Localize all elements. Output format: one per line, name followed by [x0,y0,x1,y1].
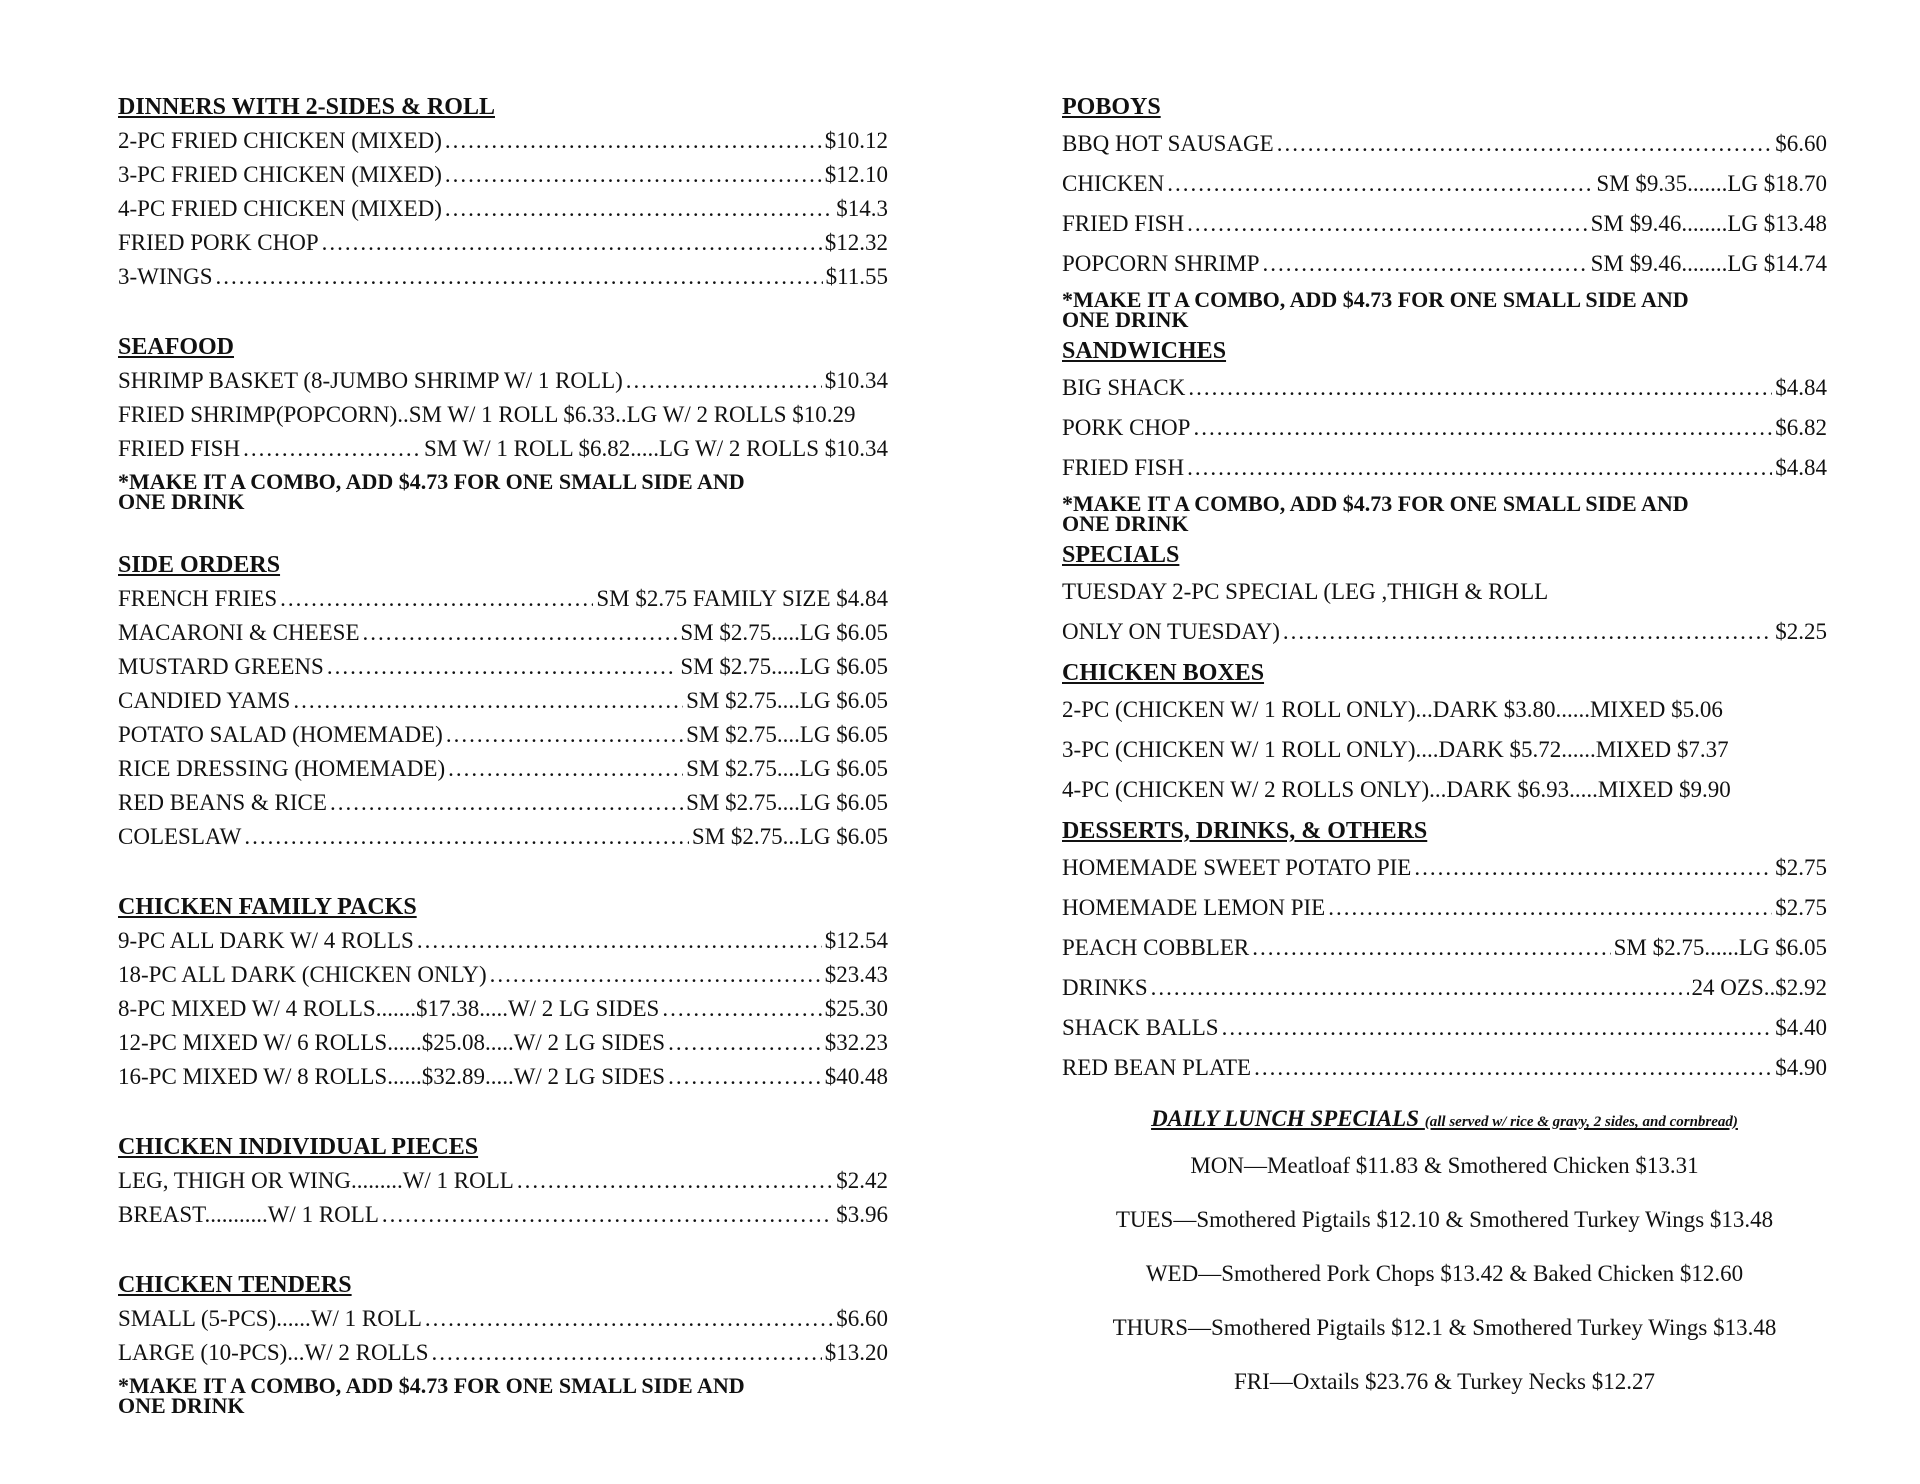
dot-leader [445,158,822,192]
item-label: BIG SHACK [1062,375,1186,400]
item-label: PEACH COBBLER [1062,935,1250,960]
item-label: DRINKS [1062,975,1148,1000]
dot-leader [1277,124,1773,164]
menu-item [118,718,888,752]
item-price: $12.10 [824,162,888,187]
section-heading: SPECIALS [1062,542,1180,568]
dot-leader [1328,888,1772,928]
menu-text-line: TUESDAY 2-PC SPECIAL (LEG ,THIGH & ROLL [1062,579,1549,604]
dot-leader [382,1198,833,1232]
dot-leader [363,616,678,650]
menu-item [1062,124,1827,164]
lunch-subtitle: (all served w/ rice & gravy, 2 sides, and cornbread) [1424,1114,1738,1130]
item-price: $13.20 [824,1340,888,1365]
section-heading: POBOYS [1062,94,1161,120]
item-price: $10.34 [824,368,888,393]
item-label: FRIED FISH [1062,211,1185,236]
item-label: LEG, THIGH OR WING.........W/ 1 ROLL [118,1168,514,1193]
dot-leader [432,1336,822,1370]
menu-section [118,1132,888,1232]
combo-note [118,1373,888,1418]
item-label: MUSTARD GREENS [118,654,324,679]
menu-item [118,398,888,432]
dot-leader [1187,448,1772,488]
item-label: RICE DRESSING (HOMEMADE) [118,756,446,781]
dot-leader [446,718,683,752]
item-label: ONLY ON TUESDAY) [1062,619,1280,644]
menu-item [118,786,888,820]
item-price: $4.84 [1775,455,1827,480]
menu-item [1062,968,1827,1008]
item-price: SM $2.75....LG $6.05 [686,722,888,747]
item-label: POPCORN SHRIMP [1062,251,1260,276]
menu-section [118,892,888,1094]
menu-item [118,1198,888,1232]
item-price: 24 OZS..$2.92 [1691,975,1827,1000]
combo-note-line: ONE DRINK [1062,511,1189,536]
menu-item [1062,408,1827,448]
item-price: $12.32 [824,230,888,255]
menu-item [118,158,888,192]
item-price: SM W/ 1 ROLL $6.82.....LG W/ 2 ROLLS $10.34 [423,436,888,461]
item-label: FRENCH FRIES [118,586,278,611]
combo-note [118,469,888,514]
menu-item [118,650,888,684]
item-label: 2-PC (CHICKEN W/ 1 ROLL ONLY)...DARK $3.80......MIXED $5.06 [1062,697,1723,722]
item-label: RED BEANS & RICE [118,790,327,815]
daily-lunch-specials [1062,1102,1827,1409]
menu-item [118,992,888,1026]
item-label: SMALL (5-PCS)......W/ 1 ROLL [118,1306,422,1331]
menu-item [118,820,888,854]
section-heading: CHICKEN INDIVIDUAL PIECES [118,1134,479,1160]
item-price: SM $9.35.......LG $18.70 [1596,171,1827,196]
item-label: SHRIMP BASKET (8-JUMBO SHRIMP W/ 1 ROLL) [118,368,623,393]
section-heading: SIDE ORDERS [118,552,281,578]
menu-item [118,582,888,616]
dot-leader [327,650,678,684]
menu-item [118,124,888,158]
section-gap [118,294,888,332]
dot-leader [1167,164,1593,204]
combo-note-line: *MAKE IT A COMBO, ADD $4.73 FOR ONE SMALL SIDE AND [1062,491,1689,516]
menu-item [118,1026,888,1060]
item-label: 3-PC (CHICKEN W/ 1 ROLL ONLY)....DARK $5.72......MIXED $7.37 [1062,737,1729,762]
menu-item [1062,164,1827,204]
menu-item [118,192,888,226]
item-label: SHACK BALLS [1062,1015,1219,1040]
lunch-line-mon: MON—Meatloaf $11.83 & Smothered Chicken $13.31 [1190,1153,1699,1178]
menu-item [118,364,888,398]
dot-leader [322,226,822,260]
dot-leader [490,958,822,992]
menu-item [118,1302,888,1336]
section-gap [118,512,888,550]
section-gap [118,1094,888,1132]
item-price: $4.90 [1775,1055,1827,1080]
item-label: LARGE (10-PCS)...W/ 2 ROLLS [118,1340,429,1365]
dot-leader [445,192,833,226]
menu-item [1062,730,1827,770]
combo-note-line: ONE DRINK [1062,307,1189,332]
menu-item [118,1060,888,1094]
section-heading: CHICKEN BOXES [1062,660,1265,686]
menu-section [1062,658,1827,810]
item-label: 4-PC FRIED CHICKEN (MIXED) [118,196,442,221]
menu-item [1062,848,1827,888]
item-price: $14.3 [836,196,888,221]
menu-section [1062,816,1827,1088]
item-price: $40.48 [824,1064,888,1089]
combo-note [1062,491,1827,536]
item-label: MACARONI & CHEESE [118,620,360,645]
menu-item [1062,888,1827,928]
item-label: BBQ HOT SAUSAGE [1062,131,1274,156]
dot-leader [280,582,593,616]
item-label: CHICKEN [1062,171,1165,196]
item-price: SM $2.75....LG $6.05 [686,790,888,815]
item-price: $25.30 [824,996,888,1021]
dot-leader [1263,244,1588,284]
dot-leader [417,924,822,958]
item-price: SM $2.75.....LG $6.05 [680,620,888,645]
menu-item [118,1164,888,1198]
item-price: $3.96 [836,1202,888,1227]
menu-left-column [118,92,888,1416]
menu-item [1062,1008,1827,1048]
item-price: SM $2.75...LG $6.05 [691,824,888,849]
item-label: 2-PC FRIED CHICKEN (MIXED) [118,128,442,153]
item-price: SM $2.75....LG $6.05 [686,756,888,781]
lunch-title: DAILY LUNCH SPECIALS [1151,1106,1420,1131]
menu-section [118,332,888,512]
menu-right-column [1062,92,1827,1409]
item-price: $12.54 [824,928,888,953]
dot-leader [1283,612,1772,652]
item-price: $6.60 [1775,131,1827,156]
section-heading: SANDWICHES [1062,338,1227,364]
item-label: BREAST...........W/ 1 ROLL [118,1202,379,1227]
dot-leader [626,364,822,398]
menu-item [1062,690,1827,730]
item-price: $10.12 [824,128,888,153]
dot-leader [330,786,683,820]
lunch-line-fri: FRI—Oxtails $23.76 & Turkey Necks $12.27 [1233,1369,1656,1394]
item-price: $4.40 [1775,1015,1827,1040]
menu-item [118,432,888,466]
item-label: 18-PC ALL DARK (CHICKEN ONLY) [118,962,487,987]
dot-leader [1222,1008,1773,1048]
item-price: $6.82 [1775,415,1827,440]
dot-leader [216,260,823,294]
item-label: 8-PC MIXED W/ 4 ROLLS.......$17.38.....W/ 2 LG SIDES [118,996,660,1021]
item-price: SM $9.46........LG $14.74 [1590,251,1827,276]
item-label: 16-PC MIXED W/ 8 ROLLS......$32.89.....W/ 2 LG SIDES [118,1064,666,1089]
dot-leader [517,1164,833,1198]
item-label: FRIED FISH [118,436,241,461]
item-label: 4-PC (CHICKEN W/ 2 ROLLS ONLY)...DARK $6.93.....MIXED $9.90 [1062,777,1731,802]
menu-section [1062,540,1827,652]
section-gap [118,1232,888,1270]
item-label: 12-PC MIXED W/ 6 ROLLS......$25.08.....W/ 2 LG SIDES [118,1030,666,1055]
dot-leader [243,432,421,466]
item-price: SM $2.75 FAMILY SIZE $4.84 [596,586,888,611]
item-price: $32.23 [824,1030,888,1055]
right-sections [1062,92,1827,1088]
menu-item [118,684,888,718]
dot-leader [1254,1048,1772,1088]
menu-item [118,752,888,786]
item-label: 3-WINGS [118,264,213,289]
menu-item [118,616,888,650]
menu-section [118,1270,888,1416]
item-label: FRIED SHRIMP(POPCORN)..SM W/ 1 ROLL $6.33..LG W/ 2 ROLLS $10.29 [118,402,856,427]
dot-leader [668,1026,822,1060]
dot-leader [293,684,683,718]
dot-leader [1252,928,1610,968]
lunch-line-wed: WED—Smothered Pork Chops $13.42 & Baked Chicken $12.60 [1145,1261,1744,1286]
menu-item [1062,1048,1827,1088]
dot-leader [662,992,821,1026]
item-label: FRIED FISH [1062,455,1185,480]
dot-leader [1193,408,1772,448]
dot-leader [668,1060,822,1094]
item-label: HOMEMADE SWEET POTATO PIE [1062,855,1412,880]
menu-item [1062,204,1827,244]
section-gap [118,854,888,892]
section-heading: CHICKEN TENDERS [118,1272,352,1298]
menu-section [118,92,888,294]
menu-item [1062,612,1827,652]
section-heading: SEAFOOD [118,334,235,360]
item-label: POTATO SALAD (HOMEMADE) [118,722,443,747]
menu-item [118,958,888,992]
item-label: PORK CHOP [1062,415,1191,440]
dot-leader [1414,848,1772,888]
item-price: SM $9.46........LG $13.48 [1590,211,1827,236]
item-price: $2.75 [1775,855,1827,880]
item-label: 9-PC ALL DARK W/ 4 ROLLS [118,928,414,953]
combo-note-line: ONE DRINK [118,489,245,514]
lunch-line-thurs: THURS—Smothered Pigtails $12.1 & Smothered Turkey Wings $13.48 [1112,1315,1777,1340]
dot-leader [1188,368,1772,408]
item-price: SM $2.75......LG $6.05 [1613,935,1827,960]
dot-leader [425,1302,833,1336]
section-heading: CHICKEN FAMILY PACKS [118,894,417,920]
dot-leader [1187,204,1588,244]
item-label: COLESLAW [118,824,242,849]
menu-item [1062,368,1827,408]
menu-item [1062,770,1827,810]
menu-section [118,550,888,854]
item-label: CANDIED YAMS [118,688,291,713]
menu-item [118,924,888,958]
lunch-line-tues: TUES—Smothered Pigtails $12.10 & Smothered Turkey Wings $13.48 [1115,1207,1774,1232]
menu-item [1062,244,1827,284]
item-price: $2.42 [836,1168,888,1193]
menu-item [118,1336,888,1370]
dot-leader [448,752,683,786]
item-price: SM $2.75....LG $6.05 [686,688,888,713]
item-price: $11.55 [825,264,888,289]
item-label: FRIED PORK CHOP [118,230,319,255]
menu-item [118,226,888,260]
item-price: $6.60 [836,1306,888,1331]
lunch-heading [1062,1102,1827,1139]
menu-item [118,260,888,294]
item-price: $2.75 [1775,895,1827,920]
item-price: $2.25 [1775,619,1827,644]
dot-leader [445,124,822,158]
combo-note-line: *MAKE IT A COMBO, ADD $4.73 FOR ONE SMALL SIDE AND [1062,287,1689,312]
combo-note-line: ONE DRINK [118,1393,245,1418]
item-label: HOMEMADE LEMON PIE [1062,895,1326,920]
item-price: SM $2.75.....LG $6.05 [680,654,888,679]
item-label: RED BEAN PLATE [1062,1055,1252,1080]
dot-leader [1151,968,1689,1008]
item-price: $23.43 [824,962,888,987]
menu-section [1062,92,1827,330]
menu-item [1062,928,1827,968]
section-heading: DESSERTS, DRINKS, & OTHERS [1062,818,1428,844]
section-heading: DINNERS WITH 2-SIDES & ROLL [118,94,495,120]
item-price: $4.84 [1775,375,1827,400]
combo-note [1062,287,1827,332]
combo-note-line: *MAKE IT A COMBO, ADD $4.73 FOR ONE SMALL SIDE AND [118,469,745,494]
menu-section [1062,336,1827,534]
item-label: 3-PC FRIED CHICKEN (MIXED) [118,162,442,187]
combo-note-line: *MAKE IT A COMBO, ADD $4.73 FOR ONE SMALL SIDE AND [118,1373,745,1398]
menu-item [1062,448,1827,488]
dot-leader [244,820,688,854]
